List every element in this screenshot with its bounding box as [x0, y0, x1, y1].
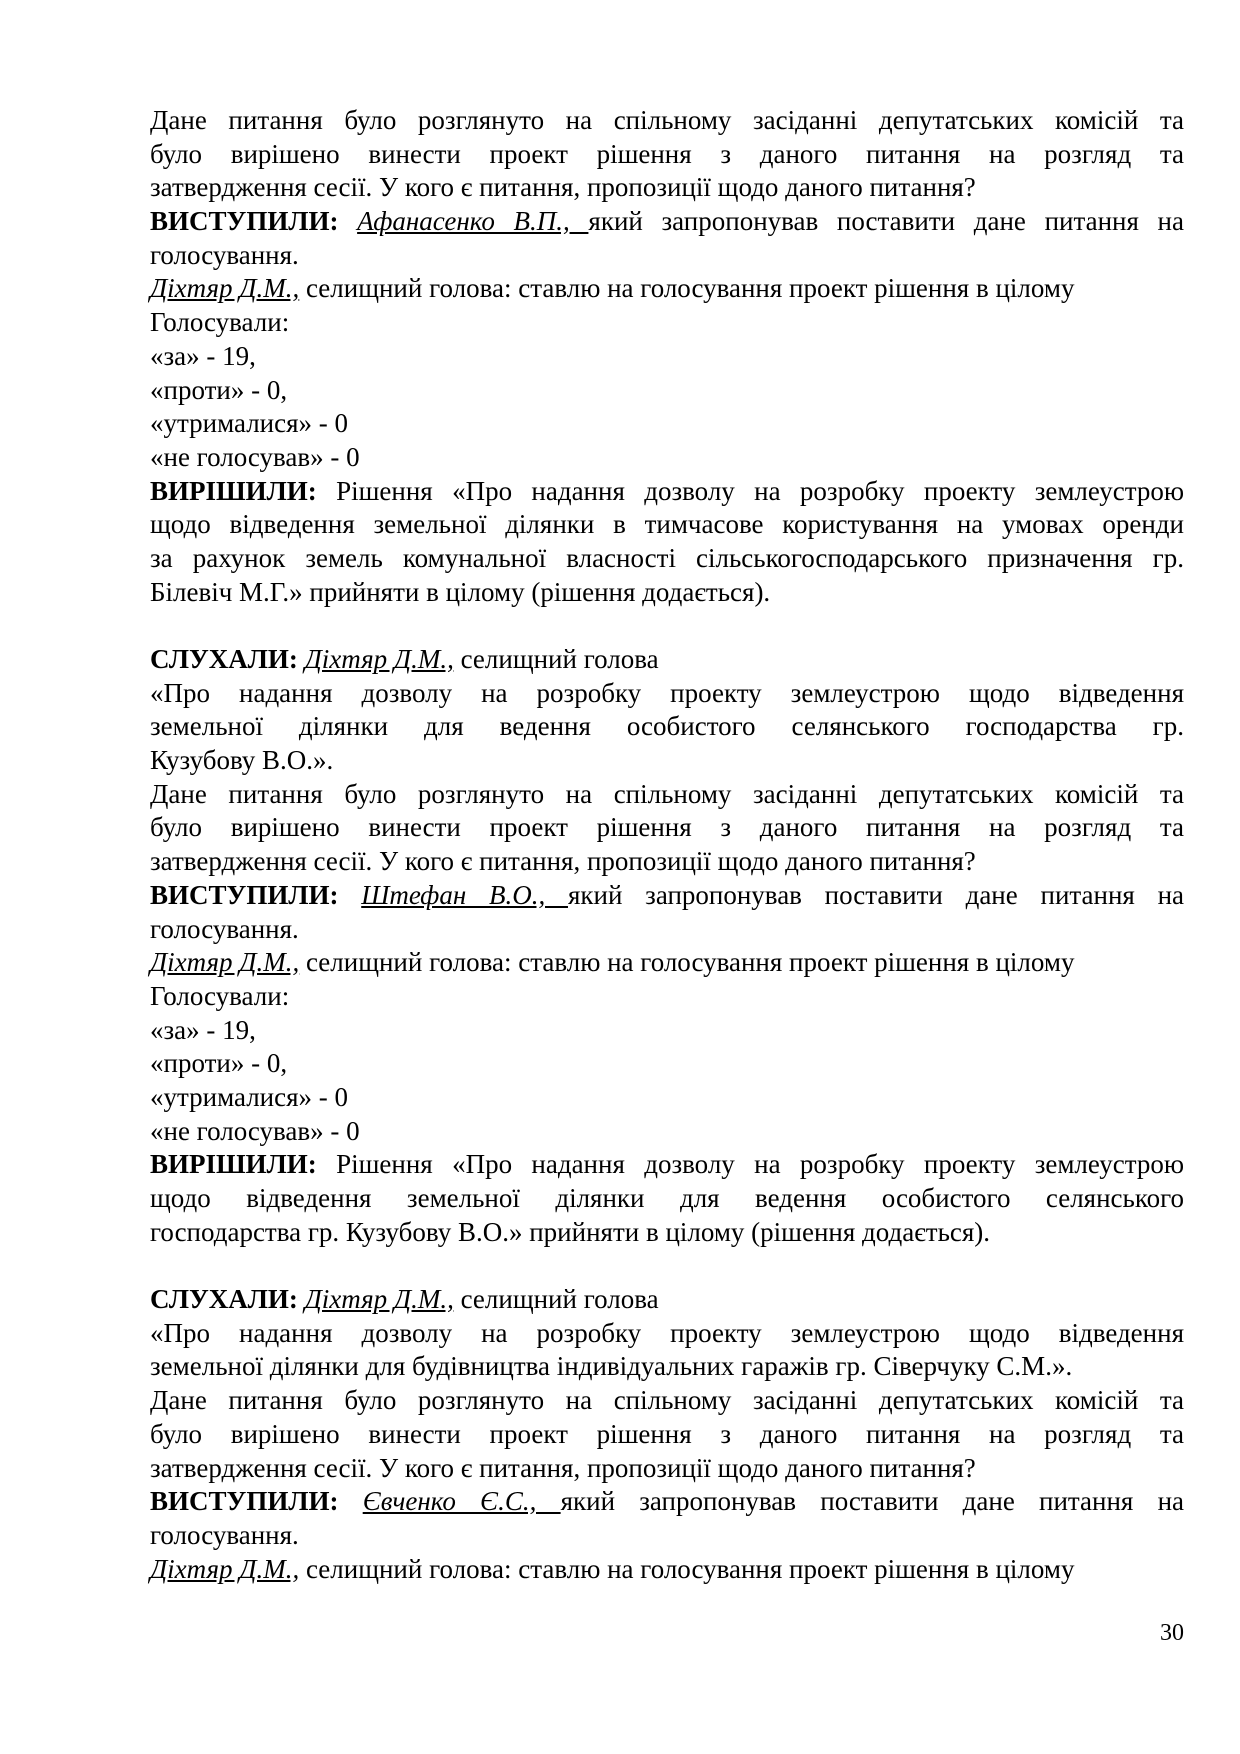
vote-against: «проти» - 0,	[150, 374, 288, 405]
speaker-name: Штефан В.О.,	[361, 879, 568, 910]
vote-not-voted: «не голосував» - 0	[150, 1115, 360, 1146]
topic-line: «Про надання дозволу на розробку проекту землеустрою щодо відведення	[150, 677, 1184, 708]
vyrishyly-label: ВИРІШИЛИ:	[150, 1149, 317, 1180]
paragraph-line: затвердження сесії. У кого є питання, пропозиції щодо даного питання?	[150, 172, 976, 203]
agenda-item	[150, 1283, 1184, 1586]
decision-line: щодо відведення земельної ділянки в тимчасове користування на умовах оренди	[150, 509, 1184, 540]
decision-line: за рахунок земель комунальної власності сільськогосподарського призначення гр.	[150, 542, 1184, 573]
speaker-line	[150, 1485, 1184, 1519]
sluhaly-label: СЛУХАЛИ:	[150, 1284, 298, 1315]
document-body	[150, 104, 1184, 1586]
vote-header: Голосували:	[150, 307, 290, 338]
chairman-name: Діхтяр Д.М.,	[150, 273, 300, 304]
paragraph-line: голосування.	[150, 239, 299, 270]
decision-line	[150, 475, 1184, 509]
topic-line: Кузубову В.О.».	[150, 745, 334, 776]
reporter-name: Діхтяр Д.М.,	[304, 644, 454, 674]
reporter-role: селищний голова	[453, 1284, 659, 1315]
vote-abstained: «утрималися» - 0	[150, 408, 349, 439]
sluhaly-label: СЛУХАЛИ:	[150, 644, 298, 674]
reporter-name: Діхтяр Д.М.,	[304, 1284, 454, 1315]
chairman-line	[150, 272, 1184, 306]
chairman-text: селищний голова: ставлю на голосування проект рішення в цілому	[299, 273, 1075, 304]
decision-text: Рішення «Про надання дозволу на розробку проекту землеустрою	[316, 475, 1184, 506]
paragraph-gap	[150, 609, 1184, 643]
paragraph-line: затвердження сесії. У кого є питання, пропозиції щодо даного питання?	[150, 1452, 976, 1483]
paragraph-line: Дане питання було розглянуто на спільному засіданні депутатських комісій та	[150, 1385, 1184, 1416]
paragraph-line: голосування.	[150, 913, 299, 944]
page-number: 30	[1160, 1620, 1184, 1646]
vote-abstained: «утрималися» - 0	[150, 1081, 349, 1112]
topic-line: «Про надання дозволу на розробку проекту землеустрою щодо відведення	[150, 1317, 1184, 1348]
decision-line: щодо відведення земельної ділянки для ведення особистого селянського	[150, 1183, 1184, 1213]
speaker-text: який запропонував поставити дане питання на	[567, 879, 1184, 910]
agenda-item	[150, 104, 1184, 609]
paragraph-line: Дане питання було розглянуто на спільному засіданні депутатських комісій та	[150, 105, 1184, 135]
decision-line	[150, 1148, 1184, 1182]
speaker-line	[150, 879, 1184, 913]
paragraph-line: було вирішено винести проект рішення з даного питання на розгляд та	[150, 812, 1184, 843]
vyrishyly-label: ВИРІШИЛИ:	[150, 475, 317, 506]
vystupyly-label: ВИСТУПИЛИ:	[150, 206, 339, 237]
paragraph-gap	[150, 1249, 1184, 1283]
decision-line: господарства гр. Кузубову В.О.» прийняти в цілому (рішення додається).	[150, 1216, 991, 1247]
chairman-line	[150, 946, 1184, 980]
vote-against: «проти» - 0,	[150, 1048, 288, 1079]
paragraph-line: Дане питання було розглянуто на спільному засіданні депутатських комісій та	[150, 778, 1184, 809]
topic-line: земельної ділянки для будівництва індивідуальних гаражів гр. Сіверчуку С.М.».	[150, 1351, 1073, 1382]
topic-line: земельної ділянки для ведення особистого селянського господарства гр.	[150, 711, 1184, 742]
agenda-item	[150, 643, 1184, 1249]
paragraph-line: затвердження сесії. У кого є питання, пропозиції щодо даного питання?	[150, 846, 976, 877]
decision-text: Рішення «Про надання дозволу на розробку проекту землеустрою	[316, 1149, 1184, 1180]
chairman-name: Діхтяр Д.М.,	[150, 1553, 300, 1584]
vystupyly-label: ВИСТУПИЛИ:	[150, 879, 339, 910]
speaker-name: Євченко Є.С.,	[362, 1486, 561, 1517]
paragraph-line: було вирішено винести проект рішення з даного питання на розгляд та	[150, 1418, 1184, 1449]
speaker-line	[150, 205, 1184, 239]
sluhaly-line	[150, 1283, 1184, 1317]
speaker-text: який запропонував поставити дане питання на	[588, 206, 1184, 237]
paragraph-line: голосування.	[150, 1519, 299, 1550]
vote-for: «за» - 19,	[150, 340, 256, 371]
chairman-text: селищний голова: ставлю на голосування проект рішення в цілому	[299, 947, 1075, 978]
vystupyly-label: ВИСТУПИЛИ:	[150, 1486, 339, 1517]
reporter-role: селищний голова	[453, 644, 659, 674]
chairman-text: селищний голова: ставлю на голосування проект рішення в цілому	[299, 1553, 1075, 1584]
vote-header: Голосували:	[150, 980, 290, 1011]
chairman-line	[150, 1553, 1184, 1587]
sluhaly-line	[150, 643, 1184, 677]
paragraph-line: було вирішено винести проект рішення з даного питання на розгляд та	[150, 138, 1184, 169]
vote-for: «за» - 19,	[150, 1014, 256, 1045]
chairman-name: Діхтяр Д.М.,	[150, 947, 300, 978]
speaker-name: Афанасенко В.П.,	[357, 206, 589, 237]
decision-line: Білевіч М.Г.» прийняти в цілому (рішення додається).	[150, 576, 771, 607]
vote-not-voted: «не голосував» - 0	[150, 441, 360, 472]
speaker-text: який запропонував поставити дане питання на	[560, 1486, 1185, 1517]
